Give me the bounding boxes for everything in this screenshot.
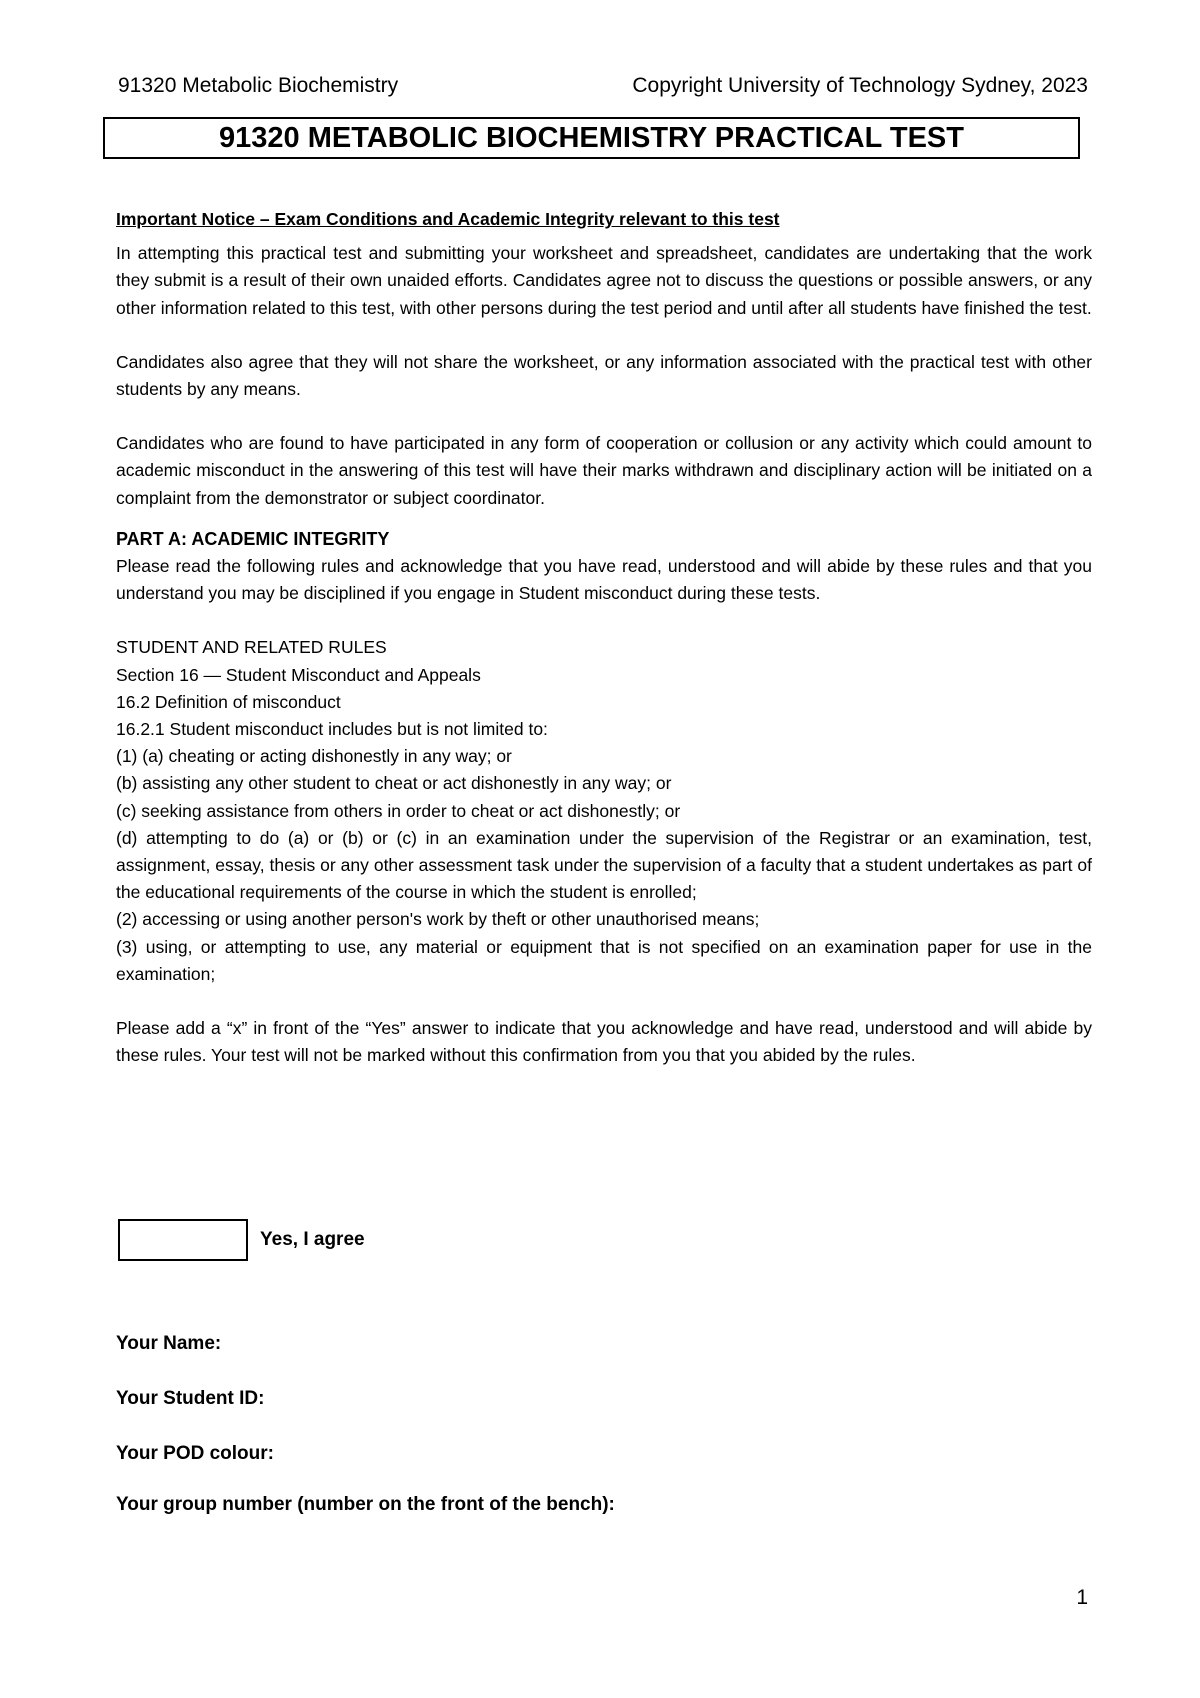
agreement-label: Yes, I agree xyxy=(260,1229,365,1250)
rule-line: STUDENT AND RELATED RULES xyxy=(116,637,387,658)
agreement-instruction: Please add a “x” in front of the “Yes” answer to indicate that you acknowledge and have read, understood and will abide by these rules. Your test will not be marked without this confirmation from you that you abided by the rules. xyxy=(116,1018,1092,1066)
notice-paragraph: Candidates also agree that they will not share the worksheet, or any information associated with the practical test with other students by any means. xyxy=(116,351,1092,400)
rule-line: (b) assisting any other student to cheat or act dishonestly in any way; or xyxy=(116,773,672,794)
rule-line: 16.2 Definition of misconduct xyxy=(116,691,341,712)
rule-line: (1) (a) cheating or acting dishonestly in any way; or xyxy=(116,746,512,767)
student-id-field-label: Your Student ID: xyxy=(116,1388,265,1409)
rule-line: 16.2.1 Student misconduct includes but is not limited to: xyxy=(116,719,548,740)
notice-paragraph: In attempting this practical test and submitting your worksheet and spreadsheet, candidates are undertaking that the work they submit is a result of their own unaided efforts. Candidates agree not to discuss the questions or possible answers, or any other information related to this test, with other persons during the test period and until after all students have finished the test. xyxy=(116,243,1092,318)
agreement-checkbox[interactable] xyxy=(118,1219,248,1261)
pod-colour-field-label: Your POD colour: xyxy=(116,1443,274,1464)
notice-heading: Important Notice – Exam Conditions and Academic Integrity relevant to this test xyxy=(116,209,780,229)
rules-list xyxy=(116,634,1092,988)
header-copyright: Copyright University of Technology Sydney, 2023 xyxy=(632,74,1088,97)
rule-line: Section 16 — Student Misconduct and Appeals xyxy=(116,664,481,685)
rule-line: (d) attempting to do (a) or (b) or (c) in an examination under the supervision of the Registrar or an examination, test, assignment, essay, thesis or any other assessment task under the supervision of a faculty that a student undertakes as part of the educational requirements of the course in which the student is enrolled; xyxy=(116,827,1092,903)
page-number: 1 xyxy=(1076,1586,1088,1609)
rule-line: (3) using, or attempting to use, any material or equipment that is not specified on an examination paper for use in the examination; xyxy=(116,936,1092,984)
part-a-intro: Please read the following rules and acknowledge that you have read, understood and will abide by these rules and that you understand you may be disciplined if you engage in Student misconduct during these tests. xyxy=(116,556,1092,604)
rule-line: (2) accessing or using another person's work by theft or other unauthorised means; xyxy=(116,909,760,930)
name-field-label: Your Name: xyxy=(116,1333,222,1354)
rule-line: (c) seeking assistance from others in order to cheat or act dishonestly; or xyxy=(116,800,681,821)
agreement-row xyxy=(118,1218,365,1262)
header-subject: 91320 Metabolic Biochemistry xyxy=(118,74,399,97)
notice-paragraph: Candidates who are found to have participated in any form of cooperation or collusion or any activity which could amount to academic misconduct in the answering of this test will have their marks withdrawn and disciplinary action will be initiated on a complaint from the demonstrator or subject coordinator. xyxy=(116,433,1092,508)
group-number-field-label: Your group number (number on the front of the bench): xyxy=(116,1494,615,1515)
page-title: 91320 METABOLIC BIOCHEMISTRY PRACTICAL TEST xyxy=(103,117,1080,159)
part-a-heading: PART A: ACADEMIC INTEGRITY xyxy=(116,528,390,549)
main-content xyxy=(116,206,1092,1096)
